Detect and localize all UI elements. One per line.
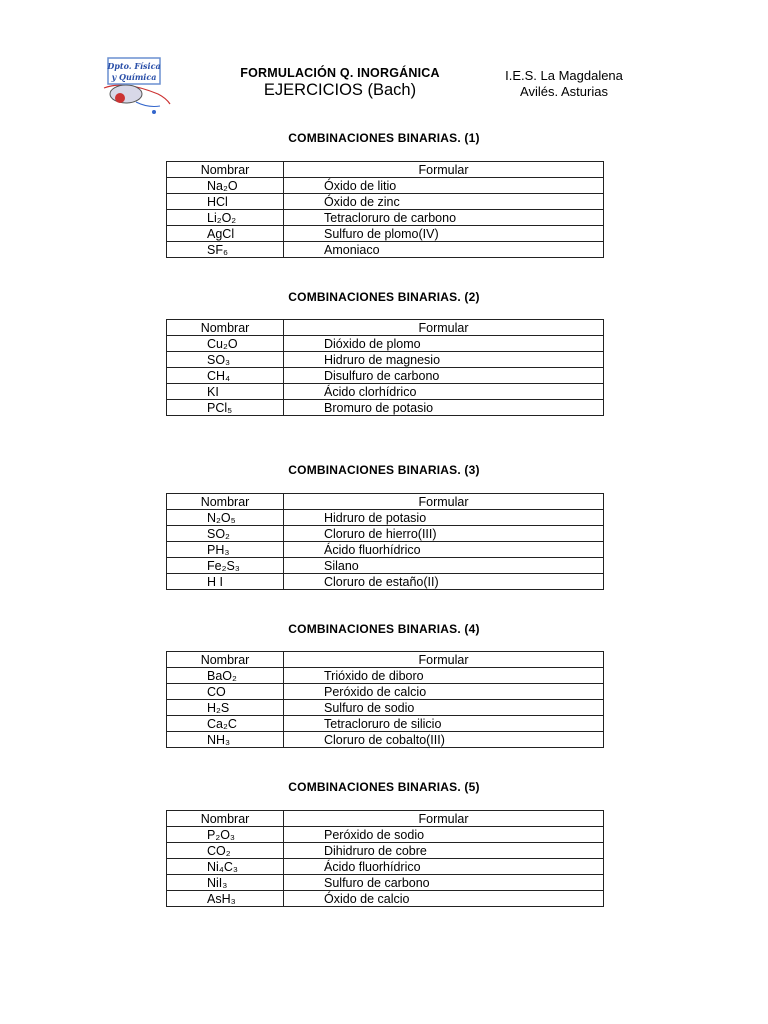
- compound-formula: SF₆: [167, 242, 284, 258]
- exercise-section-5: [0, 780, 768, 794]
- exercise-section-1: [0, 131, 768, 145]
- column-header-formula: Formular: [284, 652, 604, 668]
- table-row: [167, 384, 604, 400]
- exercise-table-4: [166, 651, 604, 748]
- compound-name: Cloruro de cobalto(III): [284, 732, 604, 748]
- document-subtitle: EJERCICIOS (Bach): [263, 81, 417, 99]
- compound-name: Dióxido de plomo: [284, 336, 604, 352]
- section-title: COMBINACIONES BINARIAS. (1): [288, 131, 480, 145]
- section-title: COMBINACIONES BINARIAS. (3): [288, 463, 480, 477]
- compound-name: Hidruro de potasio: [284, 510, 604, 526]
- table-row: [167, 891, 604, 907]
- column-header-name: Nombrar: [167, 652, 284, 668]
- table-row: [167, 178, 604, 194]
- compound-formula: Ni₄C₃: [167, 859, 284, 875]
- table-row: [167, 732, 604, 748]
- table-row: [167, 510, 604, 526]
- section-title: COMBINACIONES BINARIAS. (2): [288, 290, 480, 304]
- compound-formula: H₂S: [167, 700, 284, 716]
- column-header-formula: Formular: [284, 494, 604, 510]
- column-header-formula: Formular: [284, 811, 604, 827]
- compound-name: Tetracloruro de silicio: [284, 716, 604, 732]
- compound-name: Amoniaco: [284, 242, 604, 258]
- column-header-name: Nombrar: [167, 811, 284, 827]
- department-logo: [100, 54, 172, 116]
- compound-formula: NiI₃: [167, 875, 284, 891]
- section-title: COMBINACIONES BINARIAS. (4): [288, 622, 480, 636]
- table-row: [167, 542, 604, 558]
- table-row: [167, 226, 604, 242]
- compound-name: Cloruro de estaño(II): [284, 574, 604, 590]
- table-row: [167, 336, 604, 352]
- logo-text-line2: y Química: [111, 72, 157, 82]
- compound-formula: PCl₅: [167, 400, 284, 416]
- compound-name: Óxido de calcio: [284, 891, 604, 907]
- compound-formula: BaO₂: [167, 668, 284, 684]
- section-title: COMBINACIONES BINARIAS. (5): [288, 780, 480, 794]
- table-row: [167, 352, 604, 368]
- compound-name: Sulfuro de plomo(IV): [284, 226, 604, 242]
- column-header-formula: Formular: [284, 162, 604, 178]
- compound-name: Disulfuro de carbono: [284, 368, 604, 384]
- table-row: [167, 400, 604, 416]
- table-row: [167, 526, 604, 542]
- table-row: [167, 368, 604, 384]
- compound-formula: Na₂O: [167, 178, 284, 194]
- compound-name: Peróxido de sodio: [284, 827, 604, 843]
- table-row: [167, 242, 604, 258]
- table-row: [167, 210, 604, 226]
- compound-formula: NH₃: [167, 732, 284, 748]
- compound-formula: Cu₂O: [167, 336, 284, 352]
- compound-name: Hidruro de magnesio: [284, 352, 604, 368]
- compound-name: Óxido de litio: [284, 178, 604, 194]
- compound-name: Cloruro de hierro(III): [284, 526, 604, 542]
- compound-name: Ácido fluorhídrico: [284, 542, 604, 558]
- compound-formula: HCl: [167, 194, 284, 210]
- table-row: [167, 875, 604, 891]
- compound-formula: CO: [167, 684, 284, 700]
- column-header-name: Nombrar: [167, 162, 284, 178]
- compound-name: Tetracloruro de carbono: [284, 210, 604, 226]
- school-name: I.E.S. La Magdalena: [505, 68, 623, 83]
- compound-formula: AsH₃: [167, 891, 284, 907]
- compound-formula: SO₃: [167, 352, 284, 368]
- compound-formula: KI: [167, 384, 284, 400]
- compound-formula: N₂O₅: [167, 510, 284, 526]
- compound-formula: CO₂: [167, 843, 284, 859]
- exercise-table-2: [166, 319, 604, 416]
- table-row: [167, 574, 604, 590]
- compound-name: Silano: [284, 558, 604, 574]
- compound-name: Peróxido de calcio: [284, 684, 604, 700]
- exercise-table-5: [166, 810, 604, 907]
- document-title: FORMULACIÓN Q. INORGÁNICA: [240, 66, 440, 80]
- compound-formula: AgCl: [167, 226, 284, 242]
- table-row: [167, 843, 604, 859]
- compound-name: Ácido fluorhídrico: [284, 859, 604, 875]
- compound-formula: H I: [167, 574, 284, 590]
- table-row: [167, 684, 604, 700]
- compound-formula: Fe₂S₃: [167, 558, 284, 574]
- column-header-name: Nombrar: [167, 494, 284, 510]
- exercise-table-1: [166, 161, 604, 258]
- table-row: [167, 194, 604, 210]
- compound-formula: PH₃: [167, 542, 284, 558]
- table-row: [167, 859, 604, 875]
- exercise-section-3: [0, 463, 768, 477]
- compound-formula: SO₂: [167, 526, 284, 542]
- logo-text-line1: Dpto. Física: [107, 61, 161, 71]
- compound-formula: CH₄: [167, 368, 284, 384]
- table-row: [167, 716, 604, 732]
- compound-formula: Li₂O₂: [167, 210, 284, 226]
- table-row: [167, 558, 604, 574]
- column-header-formula: Formular: [284, 320, 604, 336]
- compound-formula: Ca₂C: [167, 716, 284, 732]
- exercise-table-3: [166, 493, 604, 590]
- school-location: Avilés. Asturias: [520, 84, 608, 99]
- compound-name: Sulfuro de sodio: [284, 700, 604, 716]
- compound-formula: P₂O₃: [167, 827, 284, 843]
- table-row: [167, 668, 604, 684]
- table-row: [167, 700, 604, 716]
- compound-name: Dihidruro de cobre: [284, 843, 604, 859]
- compound-name: Óxido de zinc: [284, 194, 604, 210]
- compound-name: Bromuro de potasio: [284, 400, 604, 416]
- exercise-section-2: [0, 290, 768, 304]
- exercise-section-4: [0, 622, 768, 636]
- table-row: [167, 827, 604, 843]
- column-header-name: Nombrar: [167, 320, 284, 336]
- compound-name: Ácido clorhídrico: [284, 384, 604, 400]
- compound-name: Trióxido de diboro: [284, 668, 604, 684]
- compound-name: Sulfuro de carbono: [284, 875, 604, 891]
